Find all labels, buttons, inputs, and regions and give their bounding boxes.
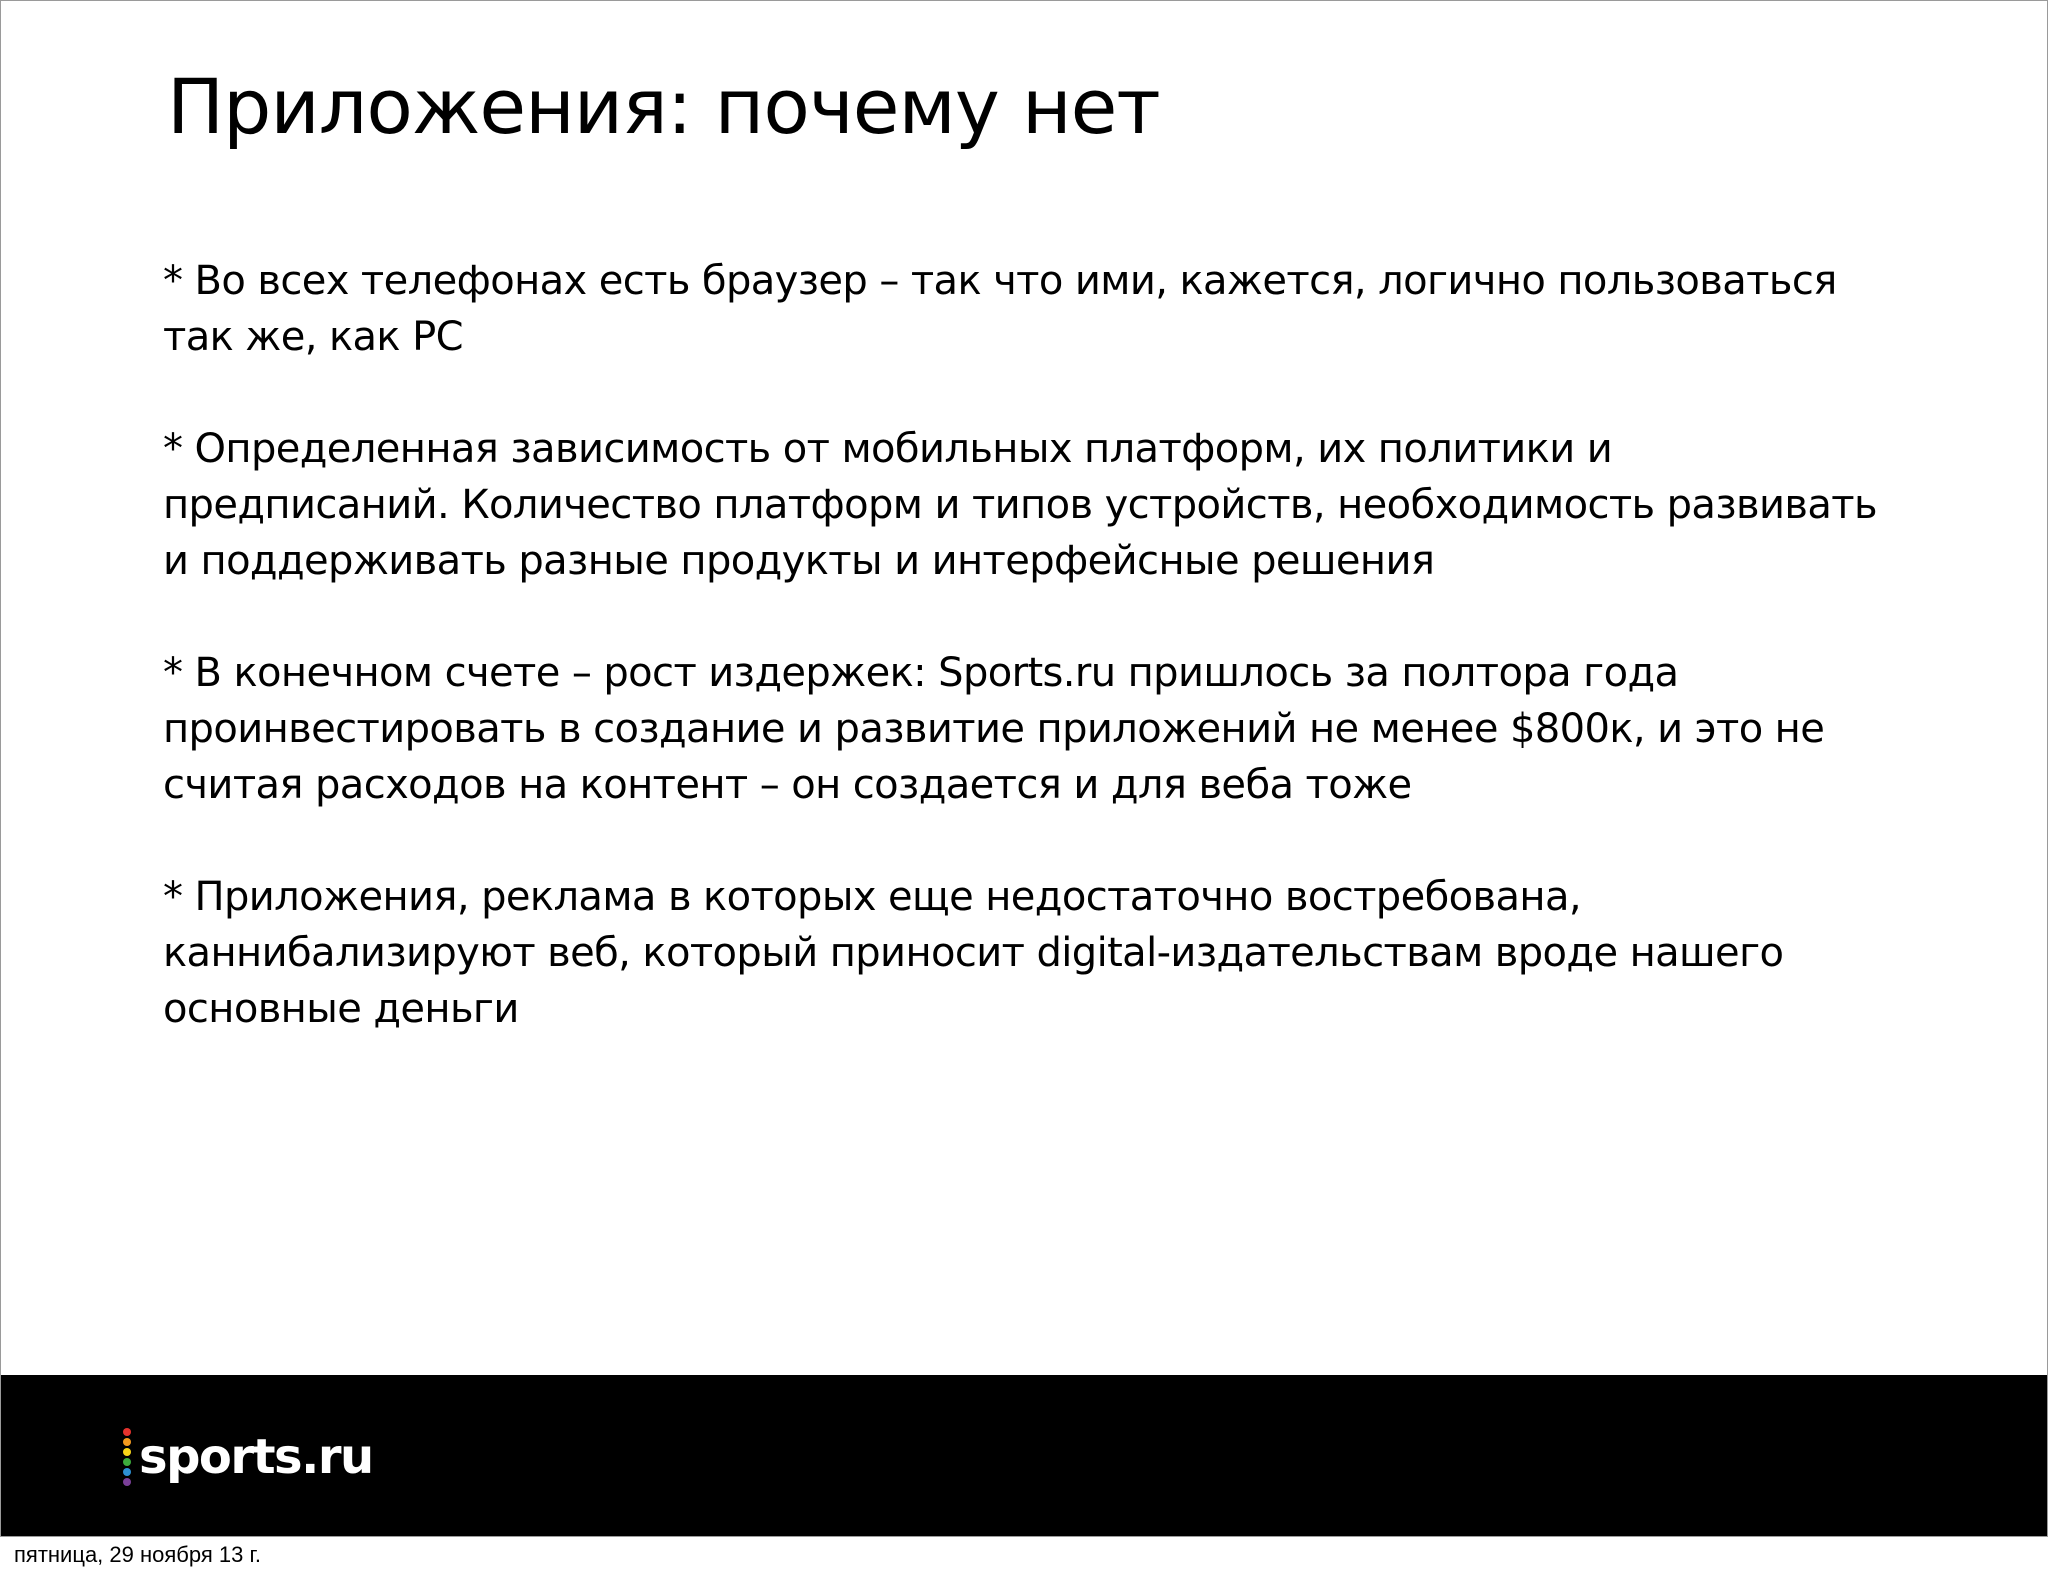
slide-title: Приложения: почему нет [167,62,1160,151]
logo-dot [123,1478,131,1486]
bullet-browser: * Во всех телефонах есть браузер – так что ими, кажется, логично пользоваться так же, как PC [163,258,1837,360]
logo-dot [123,1458,131,1466]
logo-text: sports.ru [139,1429,373,1485]
bullet-cannibalization: * Приложения, реклама в которых еще недостаточно востребована, каннибализируют веб, который приносит digital-издательствам вроде нашего основные деньги [163,874,1784,1032]
logo-dots-icon [123,1428,133,1486]
footer-band [1,1375,2048,1536]
bullet-platform-dependency: * Определенная зависимость от мобильных платформ, их политики и предписаний. Количество платформ и типов устройств, необходимость развивать и поддерживать разные продукты и интерфейсные решения [163,426,1877,584]
date-caption: пятница, 29 ноября 13 г. [14,1542,261,1567]
sports-ru-logo [123,1427,373,1487]
logo-dot [123,1438,131,1446]
bullet-costs: * В конечном счете – рост издержек: Sports.ru пришлось за полтора года проинвестировать в создание и развитие приложений не менее $800к, и это не считая расходов на контент – он создается и для веба тоже [163,650,1825,808]
logo-dot [123,1468,131,1476]
logo-dot [123,1428,131,1436]
bullet-list [163,253,1883,1037]
logo-dot [123,1448,131,1456]
